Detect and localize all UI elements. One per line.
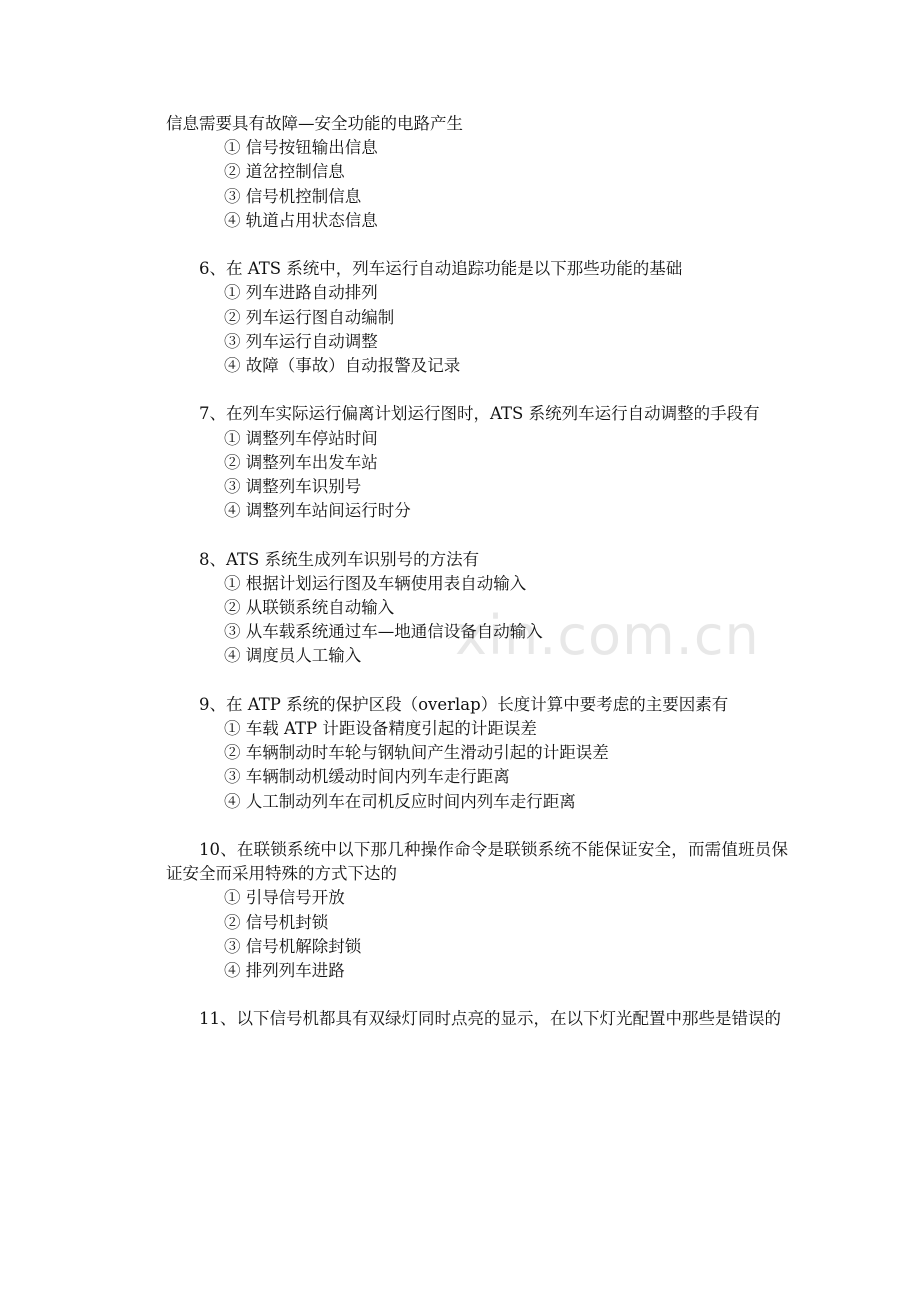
option: ③ 调整列车识别号	[224, 477, 362, 497]
watermark: xin.com.cn	[455, 604, 760, 667]
option: ① 根据计划运行图及车辆使用表自动输入	[224, 573, 527, 593]
option: ③ 从车载系统通过车—地通信设备自动输入	[224, 622, 543, 642]
option: ③ 信号机解除封锁	[224, 936, 362, 956]
question-text: 10、在联锁系统中以下那几种操作命令是联锁系统不能保证安全，而需值班员保证安全而采用特殊的方式下达的	[166, 840, 788, 884]
question-7	[166, 402, 788, 523]
intro-text: 信息需要具有故障—安全功能的电路产生	[166, 114, 463, 133]
option: ④ 调度员人工输入	[224, 646, 362, 666]
option: ③ 列车运行自动调整	[224, 331, 378, 351]
option: ② 从联锁系统自动输入	[224, 598, 395, 618]
option: ② 列车运行图自动编制	[224, 307, 395, 327]
option-list	[166, 427, 788, 524]
option: ④ 调整列车站间运行时分	[224, 501, 411, 521]
intro-options	[166, 136, 788, 233]
option: ① 引导信号开放	[224, 888, 345, 908]
question-text: 6、在 ATS 系统中，列车运行自动追踪功能是以下那些功能的基础	[199, 259, 683, 279]
question-10	[166, 838, 788, 983]
option: ③ 车辆制动机缓动时间内列车走行距离	[224, 767, 510, 787]
question-text: 7、在列车实际运行偏离计划运行图时，ATS 系统列车运行自动调整的手段有	[199, 404, 760, 424]
question-text: 11、以下信号机都具有双绿灯同时点亮的显示，在以下灯光配置中那些是错误的	[199, 1009, 781, 1029]
option: ② 信号机封锁	[224, 912, 329, 932]
option: ① 信号按钮输出信息	[224, 138, 378, 158]
option: ① 列车进路自动排列	[224, 283, 378, 303]
question-text: 9、在 ATP 系统的保护区段（overlap）长度计算中要考虑的主要因素有	[199, 694, 729, 714]
option-list	[166, 717, 788, 814]
question-text: 8、ATS 系统生成列车识别号的方法有	[199, 549, 480, 569]
question-9	[166, 693, 788, 814]
option: ② 道岔控制信息	[224, 162, 345, 182]
option: ② 调整列车出发车站	[224, 452, 378, 472]
option: ④ 轨道占用状态信息	[224, 210, 378, 230]
option: ④ 故障（事故）自动报警及记录	[224, 356, 461, 376]
option: ④ 人工制动列车在司机反应时间内列车走行距离	[224, 791, 576, 811]
question-6	[166, 257, 788, 378]
option-list	[166, 886, 788, 983]
option: ② 车辆制动时车轮与钢轨间产生滑动引起的计距误差	[224, 743, 609, 763]
option: ① 车载 ATP 计距设备精度引起的计距误差	[224, 719, 537, 739]
option: ③ 信号机控制信息	[224, 186, 362, 206]
option-list	[166, 281, 788, 378]
option: ① 调整列车停站时间	[224, 428, 378, 448]
question-11	[166, 1007, 788, 1031]
option: ④ 排列列车进路	[224, 961, 345, 981]
document-body	[166, 112, 788, 1032]
